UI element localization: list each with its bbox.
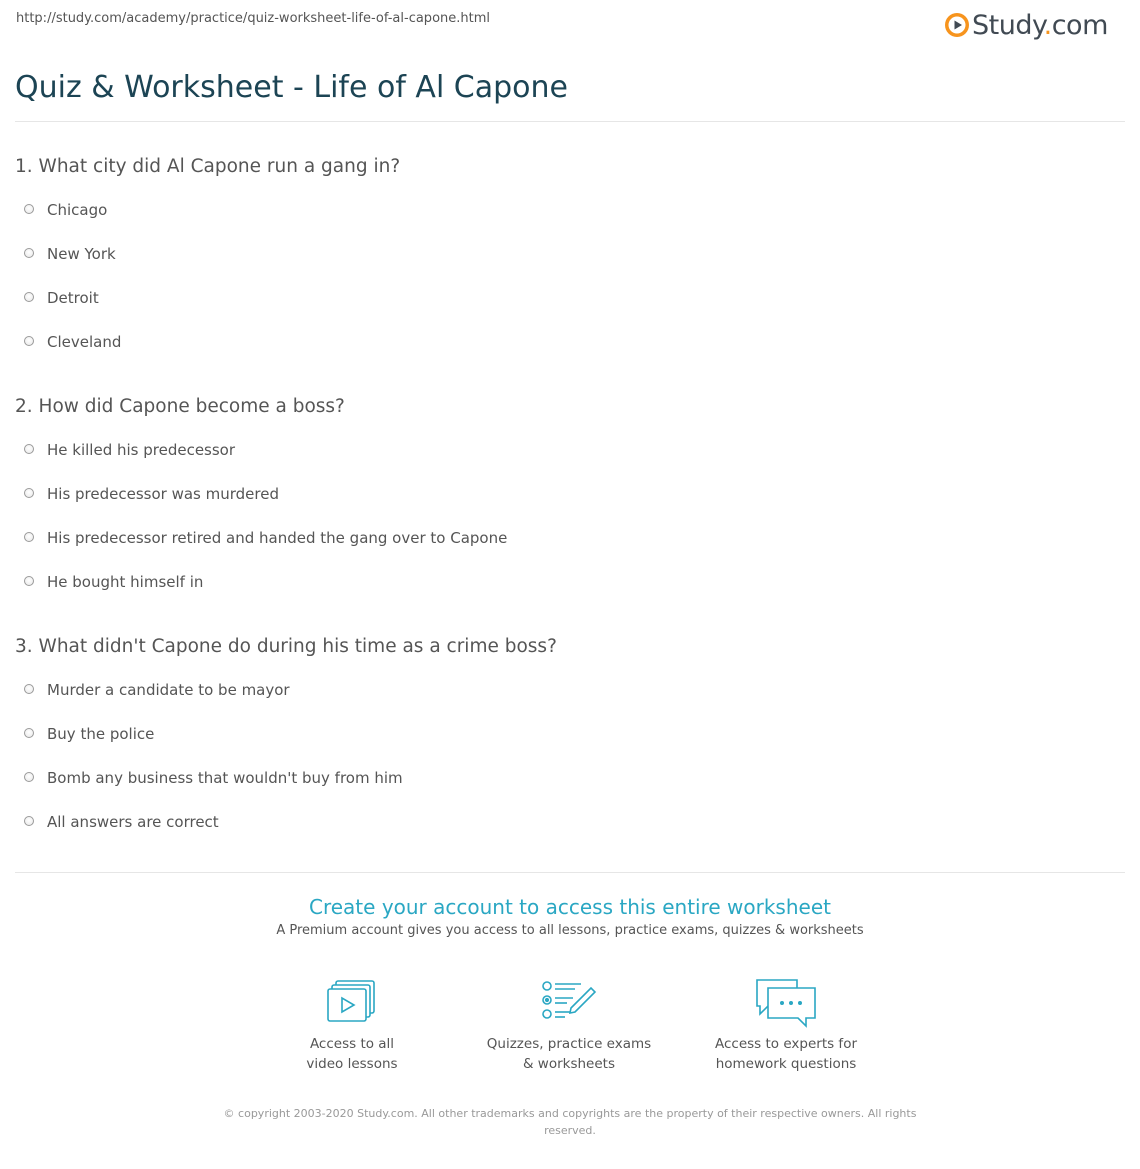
radio-button[interactable] — [24, 336, 34, 346]
section-divider — [15, 872, 1125, 873]
chat-experts-icon — [754, 978, 818, 1028]
quiz-checklist-icon — [541, 978, 597, 1024]
answer-label: He killed his predecessor — [47, 441, 236, 459]
page-url: http://study.com/academy/practice/quiz-worksheet-life-of-al-capone.html — [16, 11, 490, 26]
feature-label: Quizzes, practice exams — [486, 1036, 652, 1052]
radio-button[interactable] — [24, 728, 34, 738]
feature-label: & worksheets — [522, 1056, 615, 1072]
radio-button[interactable] — [24, 444, 34, 454]
answer-label: Detroit — [47, 289, 99, 307]
answer-label: His predecessor was murdered — [47, 485, 279, 503]
title-divider — [15, 121, 1125, 122]
feature-label: Access to all — [309, 1036, 395, 1052]
radio-button[interactable] — [24, 488, 34, 498]
question-2-title: 2. How did Capone become a boss? — [15, 396, 345, 417]
radio-button[interactable] — [24, 816, 34, 826]
feature-experts — [676, 978, 896, 1074]
radio-button[interactable] — [24, 204, 34, 214]
radio-button[interactable] — [24, 576, 34, 586]
feature-label: Access to experts for — [714, 1036, 857, 1052]
video-lessons-icon — [326, 978, 378, 1024]
feature-quizzes — [459, 978, 679, 1074]
answer-label: Chicago — [47, 201, 108, 219]
question-1-title: 1. What city did Al Capone run a gang in? — [15, 156, 401, 177]
answer-label: Murder a candidate to be mayor — [47, 681, 290, 699]
copyright-footer — [0, 1105, 1140, 1139]
signup-cta — [0, 895, 1140, 938]
answer-label: Cleveland — [47, 333, 122, 351]
radio-button[interactable] — [24, 532, 34, 542]
feature-label: homework questions — [715, 1056, 857, 1072]
cta-subtitle: A Premium account gives you access to all lessons, practice exams, quizzes & worksheets — [276, 923, 864, 938]
study-logo[interactable] — [944, 8, 1108, 42]
feature-label: video lessons — [306, 1056, 398, 1072]
copyright-text: © copyright 2003-2020 Study.com. All other trademarks and copyrights are the property of their respective owners. All rights — [223, 1107, 917, 1120]
answer-label: He bought himself in — [47, 573, 204, 591]
radio-button[interactable] — [24, 772, 34, 782]
play-circle-icon — [944, 12, 970, 38]
answer-label: Bomb any business that wouldn't buy from him — [47, 769, 403, 787]
answer-label: Buy the police — [47, 725, 155, 743]
question-3 — [15, 635, 557, 831]
page-title: Quiz & Worksheet - Life of Al Capone — [15, 70, 569, 105]
answer-label: All answers are correct — [47, 813, 219, 831]
question-3-title: 3. What didn't Capone do during his time as a crime boss? — [15, 636, 557, 657]
radio-button[interactable] — [24, 248, 34, 258]
radio-button[interactable] — [24, 684, 34, 694]
question-2 — [15, 395, 508, 591]
logo-text: Study.com — [972, 9, 1108, 41]
answer-label: New York — [47, 245, 116, 263]
feature-video-lessons — [242, 978, 462, 1074]
answer-label: His predecessor retired and handed the gang over to Capone — [47, 529, 508, 547]
copyright-text: reserved. — [544, 1124, 596, 1137]
question-1 — [15, 155, 401, 351]
radio-button[interactable] — [24, 292, 34, 302]
cta-title-link[interactable]: Create your account to access this entire worksheet — [309, 895, 831, 919]
